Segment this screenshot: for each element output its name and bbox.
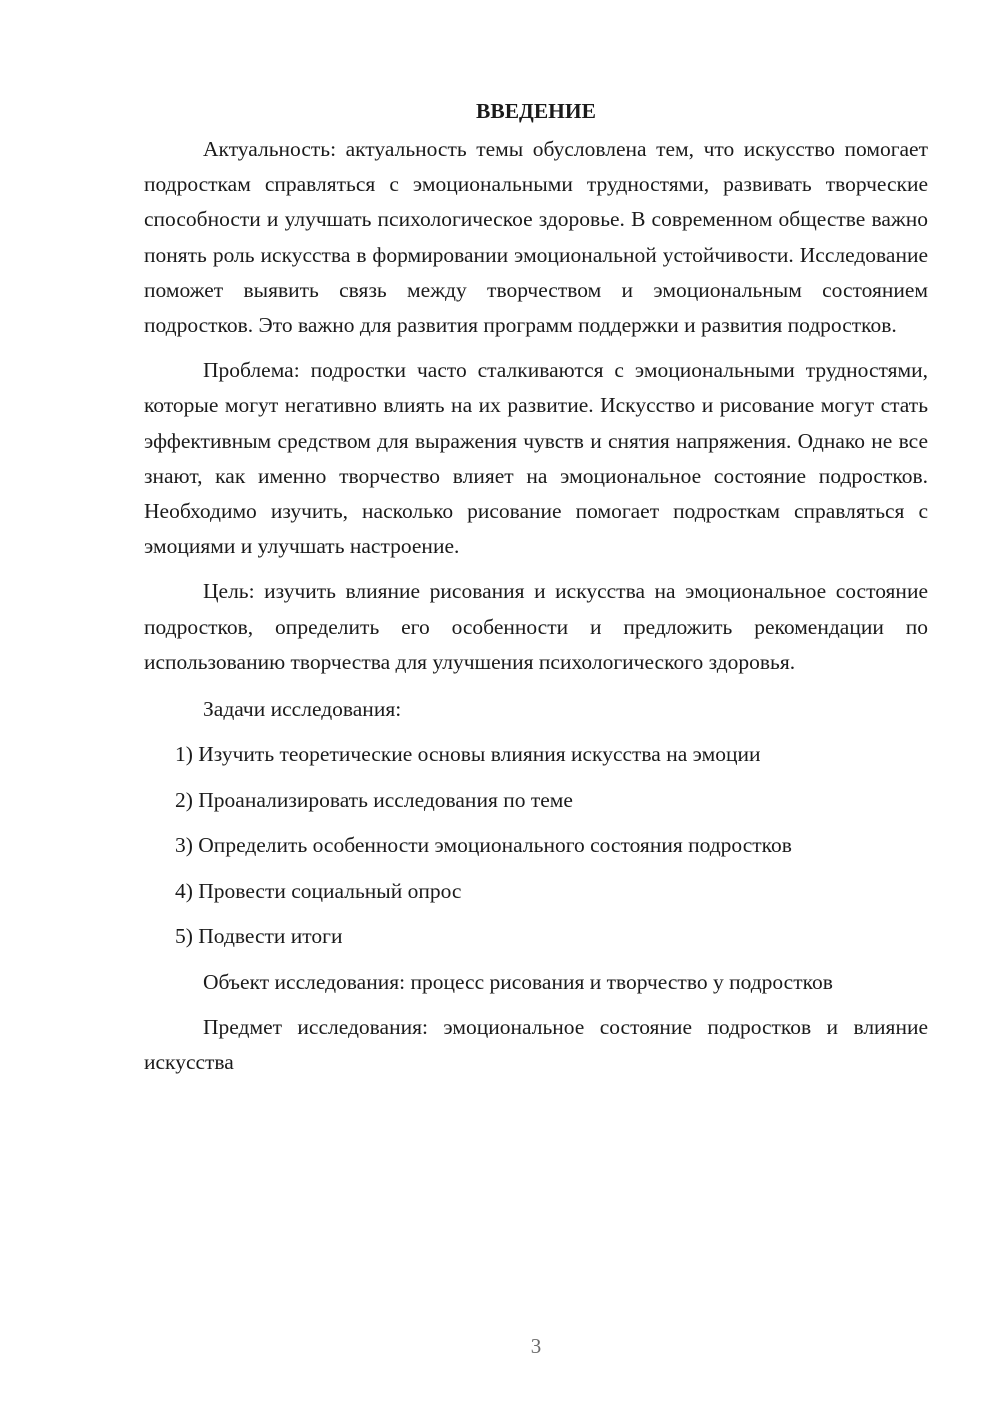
list-item: 3) Определить особенности эмоционального состояния подростков bbox=[175, 833, 792, 858]
tasks-heading: Задачи исследования: bbox=[203, 697, 402, 722]
list-item: 2) Проанализировать исследования по теме bbox=[175, 787, 573, 812]
section-title: ВВЕДЕНИЕ bbox=[476, 99, 596, 123]
tasks-list bbox=[144, 737, 928, 954]
list-item: 5) Подвести итоги bbox=[175, 924, 343, 949]
paragraph-problem: Проблема: подростки часто сталкиваются с эмоциональными трудностями, которые могут негативно влиять на их развитие. Искусство и рисование могут стать эффективным средством для выражения чувств и снятия напряжения. Однако не все знают, как именно творчество влияет на эмоциональное состояние подростков. Необходимо изучить, насколько рисование помогает подросткам справляться с эмоциями и улучшать настроение. bbox=[144, 358, 928, 559]
page-number: 3 bbox=[530, 1334, 542, 1358]
paragraph-object: Объект исследования: процесс рисования и творчество у подростков bbox=[203, 969, 833, 994]
paragraph-subject: Предмет исследования: эмоциональное состояние подростков и влияние искусства bbox=[144, 1014, 928, 1075]
paragraph-goal: Цель: изучить влияние рисования и искусства на эмоциональное состояние подростков, определить его особенности и предложить рекомендации по использованию творчества для улучшения психологического здоровья. bbox=[144, 579, 928, 674]
document-page bbox=[144, 94, 928, 1090]
list-item: 1) Изучить теоретические основы влияния искусства на эмоции bbox=[175, 742, 761, 767]
paragraph-relevance: Актуальность: актуальность темы обусловлена тем, что искусство помогает подросткам справляться с эмоциональными трудностями, развивать творческие способности и улучшать психологическое здоровье. В современном обществе важно понять роль искусства в формировании эмоциональной устойчивости. Исследование поможет выявить связь между творчеством и эмоциональным состоянием подростков. Это важно для развития программ поддержки и развития подростков. bbox=[144, 137, 928, 338]
list-item: 4) Провести социальный опрос bbox=[175, 878, 462, 903]
